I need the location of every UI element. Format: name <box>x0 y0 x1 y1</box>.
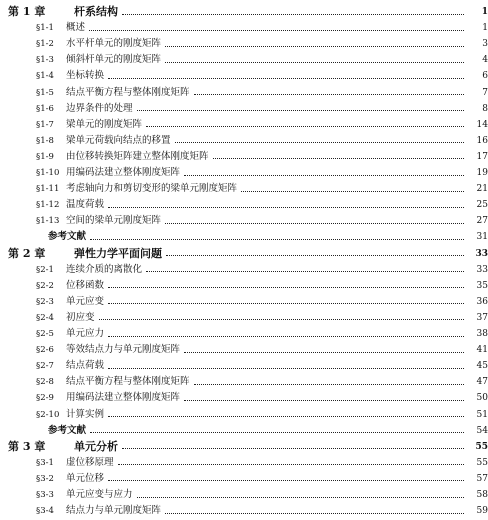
dot-leader <box>166 255 464 256</box>
toc-title: 结点平衡方程与整体刚度矩阵 <box>66 376 190 388</box>
toc-title: 边界条件的处理 <box>66 102 133 114</box>
toc-page-number: 59 <box>476 506 488 517</box>
dot-leader <box>184 352 464 353</box>
toc-page-number: 41 <box>476 345 488 356</box>
toc-title: 等效结点力与单元刚度矩阵 <box>66 344 181 356</box>
toc-number: §2-6 <box>36 345 54 356</box>
toc-page-number: 54 <box>476 425 488 436</box>
toc-page-number: 58 <box>476 490 488 500</box>
toc-title: 用编码法建立整体刚度矩阵 <box>66 392 181 404</box>
toc-title: 坐标转换 <box>66 70 105 82</box>
toc-number: 第 1 章 <box>8 5 46 18</box>
dot-leader <box>194 384 464 385</box>
toc-number: §1-4 <box>36 71 54 82</box>
toc-page-number: 17 <box>476 151 488 162</box>
toc-number: §2-8 <box>36 377 54 388</box>
toc-page-number: 57 <box>476 473 488 484</box>
dot-leader <box>165 513 464 514</box>
dot-leader <box>108 368 464 369</box>
toc-page-number: 19 <box>476 168 488 178</box>
dot-leader <box>118 464 464 465</box>
toc-title: 梁单元的刚度矩阵 <box>66 118 143 130</box>
toc-title: 水平杆单元的刚度矩阵 <box>66 38 162 50</box>
toc-page-number: 50 <box>476 393 488 404</box>
toc-page-number: 31 <box>476 232 488 243</box>
toc-number: 第 3 章 <box>8 439 46 453</box>
toc-number: §3-4 <box>36 506 54 517</box>
toc-page-number: 55 <box>476 457 488 468</box>
toc-page-number: 16 <box>476 135 488 146</box>
toc-number: §1-11 <box>36 184 60 195</box>
dot-leader <box>194 94 464 95</box>
toc-title: 结点平衡方程与整体刚度矩阵 <box>66 86 190 98</box>
toc-title: 连续介质的离散化 <box>66 263 143 275</box>
toc-page-number: 33 <box>475 248 488 259</box>
toc-page-number: 47 <box>476 377 488 388</box>
dot-leader <box>184 175 464 176</box>
toc-title: 温度荷载 <box>66 199 105 211</box>
dot-leader <box>146 271 464 272</box>
toc-number: §3-3 <box>36 490 54 500</box>
toc-title: 虚位移原理 <box>66 456 114 468</box>
toc-number: §2-7 <box>36 361 54 372</box>
dot-leader <box>122 14 464 15</box>
toc-page-number: 1 <box>481 7 488 17</box>
toc-number: §2-4 <box>36 312 54 323</box>
toc-section <box>0 502 488 520</box>
dot-leader <box>137 110 464 111</box>
toc-title: 单元应变 <box>66 295 105 307</box>
toc-title: 计算实例 <box>66 408 105 420</box>
dot-leader <box>165 62 464 63</box>
dot-leader <box>108 480 464 481</box>
toc-page-number: 36 <box>476 296 488 307</box>
dot-leader <box>137 497 464 498</box>
toc-title: 空间的梁单元刚度矩阵 <box>66 215 162 227</box>
dot-leader <box>165 46 464 47</box>
toc-title: 结点力与单元刚度矩阵 <box>66 505 162 517</box>
toc-title: 结点荷载 <box>66 360 105 372</box>
toc-title: 参考文献 <box>48 231 87 243</box>
toc-page-number: 4 <box>482 55 488 66</box>
toc-page-number: 55 <box>475 441 488 452</box>
toc-title: 考虑轴向力和剪切变形的梁单元刚度矩阵 <box>66 183 238 195</box>
dot-leader <box>108 287 464 288</box>
toc-page-number: 6 <box>482 71 488 82</box>
dot-leader <box>165 223 464 224</box>
toc-page-number: 27 <box>476 216 488 227</box>
dot-leader <box>90 432 464 433</box>
toc-title: 倾斜杆单元的刚度矩阵 <box>66 54 162 66</box>
dot-leader <box>108 78 464 79</box>
toc-number: 第 2 章 <box>8 246 46 260</box>
toc-title: 单元位移 <box>66 472 105 484</box>
toc-title: 用编码法建立整体刚度矩阵 <box>66 167 181 178</box>
dot-leader <box>175 142 464 143</box>
toc-title: 位移函数 <box>66 279 105 291</box>
toc-number: §3-1 <box>36 457 54 468</box>
toc-number: §1-9 <box>36 151 54 162</box>
toc-title: 概述 <box>66 22 86 34</box>
toc-title: 单元应力 <box>66 328 105 339</box>
toc-title: 初应变 <box>66 311 95 323</box>
toc-number: §1-10 <box>36 168 60 178</box>
toc-page-number: 37 <box>476 312 488 323</box>
dot-leader <box>184 400 464 401</box>
toc-number: §2-5 <box>36 329 54 339</box>
toc-title: 杆系结构 <box>74 5 118 18</box>
toc-page-number: 51 <box>476 409 488 420</box>
toc-page-number: 33 <box>476 264 488 275</box>
dot-leader <box>99 319 464 320</box>
dot-leader <box>108 207 464 208</box>
toc-number: §1-12 <box>36 200 60 211</box>
toc-title: 弹性力学平面问题 <box>74 246 162 260</box>
toc-number: §1-3 <box>36 55 54 66</box>
toc-page-number: 25 <box>476 200 488 211</box>
dot-leader <box>146 126 464 127</box>
toc-number: §1-7 <box>36 119 54 130</box>
dot-leader <box>89 30 464 31</box>
dot-leader <box>108 336 464 337</box>
toc-number: §3-2 <box>36 473 54 484</box>
toc-title: 单元应变与应力 <box>66 489 133 500</box>
dot-leader <box>122 448 464 449</box>
toc-number: §2-9 <box>36 393 54 404</box>
toc-title: 参考文献 <box>48 424 87 436</box>
toc-number: §1-13 <box>36 216 60 227</box>
toc-number: §2-1 <box>36 264 54 275</box>
toc-page-number: 38 <box>476 329 488 339</box>
toc-title: 梁单元荷载向结点的移置 <box>66 134 171 146</box>
toc-number: §1-1 <box>36 23 54 34</box>
toc-number: §1-2 <box>36 39 54 50</box>
toc-number: §1-6 <box>36 103 54 114</box>
toc-page-number: 8 <box>482 103 488 114</box>
toc-page-number: 1 <box>482 23 488 34</box>
toc-page-number: 21 <box>476 184 488 195</box>
toc-page-number: 3 <box>482 39 488 50</box>
dot-leader <box>241 191 464 192</box>
toc-title: 单元分析 <box>74 439 118 453</box>
toc-page-number: 14 <box>476 119 488 130</box>
dot-leader <box>90 239 464 240</box>
toc-title: 由位移转换矩阵建立整体刚度矩阵 <box>66 150 209 162</box>
toc-number: §2-10 <box>36 409 60 420</box>
toc-number: §1-8 <box>36 135 54 146</box>
toc-page-number: 7 <box>482 87 488 98</box>
toc-number: §2-3 <box>36 296 54 307</box>
dot-leader <box>108 416 464 417</box>
toc-number: §1-5 <box>36 87 54 98</box>
toc-page-number: 35 <box>476 280 488 291</box>
dot-leader <box>213 158 464 159</box>
toc-page-number: 45 <box>476 361 488 372</box>
dot-leader <box>108 303 464 304</box>
toc-number: §2-2 <box>36 280 54 291</box>
